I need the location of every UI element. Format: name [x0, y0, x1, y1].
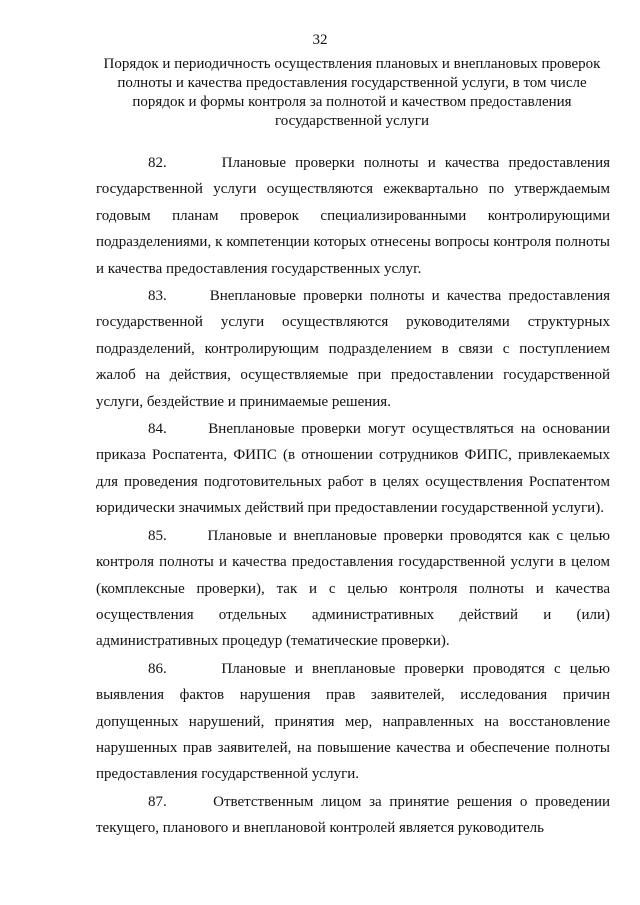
paragraph-text: Внеплановые проверки могут осуществляться на основании приказа Роспатента, ФИПС (в отношении сотрудников ФИПС, привлекаемых для проведения подготовительных работ в целях осуществления Роспатентом юридически значимых действий при предоставлении государственной услуги).	[96, 421, 611, 517]
document-body	[96, 150, 610, 842]
section-title: Порядок и периодичность осуществления плановых и внеплановых проверок полноты и качества предоставления государственной услуги, в том числе порядок и формы контроля за полнотой и качеством предоставления государственной услуги	[103, 56, 601, 129]
paragraph-number: 85.	[148, 527, 167, 544]
paragraph-number: 83.	[148, 288, 167, 305]
paragraph-87	[96, 789, 610, 842]
paragraph-85	[96, 523, 610, 655]
paragraph-number: 84.	[148, 421, 167, 438]
paragraph-text: Плановые проверки полноты и качества предоставления государственной услуги осуществляются ежеквартально по утверждаемым годовым планам проверок специализированными контролирующими подразделениями, к компетенции которых отнесены вопросы контроля полноты и качества предоставления государственных услуг.	[96, 155, 610, 277]
paragraph-83	[96, 283, 610, 415]
paragraph-number: 82.	[148, 155, 167, 171]
paragraph-number: 86.	[148, 660, 167, 677]
paragraph-text: Плановые и внеплановые проверки проводятся как с целью контроля полноты и качества предоставления государственной услуги в целом (комплексные проверки), так и с целью контроля полноты и качества осуществления отдельных административных действий и (или) административных процедур (тематические проверки).	[96, 527, 611, 650]
paragraph-84	[96, 416, 610, 522]
paragraph-text: Ответственным лицом за принятие решения о проведении текущего, планового и внеплановой контролей является руководитель	[96, 793, 610, 837]
paragraph-86	[96, 656, 610, 788]
paragraph-number: 87.	[148, 793, 167, 810]
paragraph-text: Плановые и внеплановые проверки проводятся с целью выявления фактов нарушения прав заявителей, исследования причин допущенных нарушений, принятия мер, направленных на восстановление нарушенных прав заявителей, на повышение качества и обеспечение полноты предоставления государственной услуги.	[96, 660, 610, 783]
paragraph-82	[96, 150, 610, 282]
paragraph-text: Внеплановые проверки полноты и качества предоставления государственной услуги осуществляются руководителями структурных подразделений, контролирующим подразделением в связи с поступлением жалоб на действия, осуществляемые при предоставлении государственной услуги, бездействие и принимаемые решения.	[96, 288, 611, 410]
page-number: 32	[312, 32, 328, 48]
